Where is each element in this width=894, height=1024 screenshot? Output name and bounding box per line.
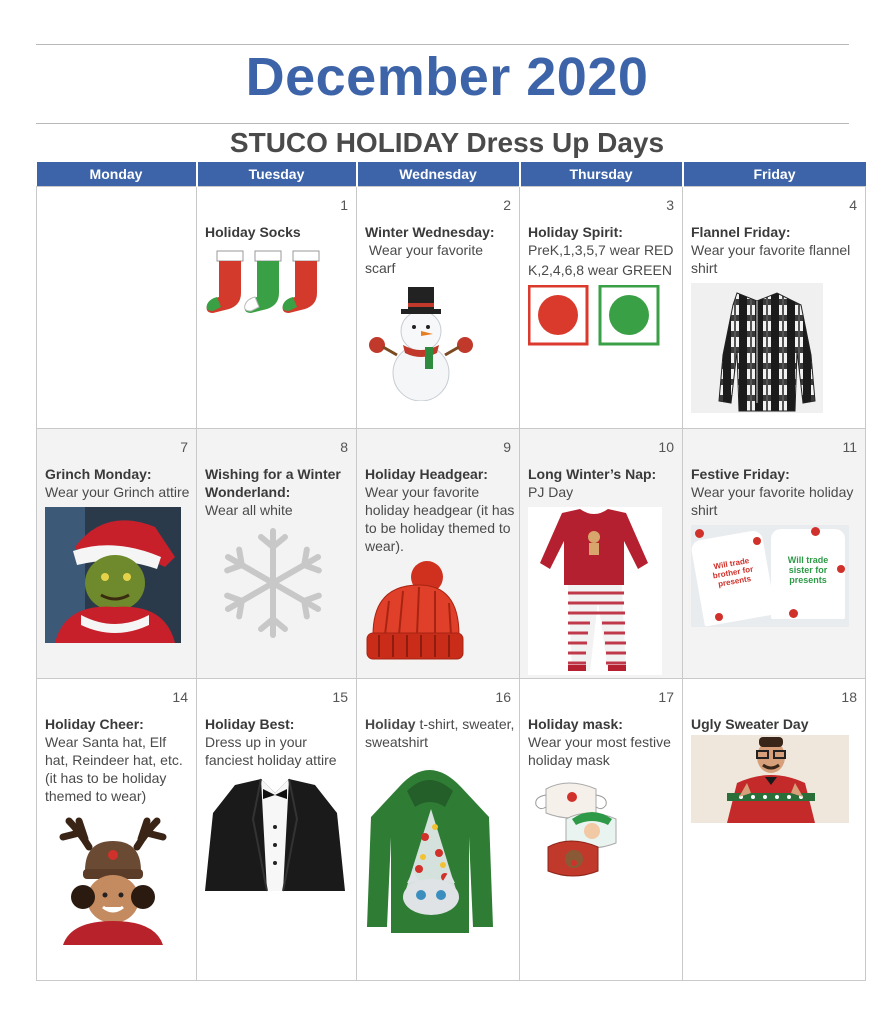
day-description: Wear your favorite holiday headgear (it has to be holiday themed to wear).	[365, 484, 515, 554]
date-number: 4	[849, 197, 857, 213]
day-cell	[357, 187, 520, 429]
week-row	[37, 429, 866, 679]
top-rule	[36, 44, 849, 45]
grinch-photo	[45, 507, 181, 643]
day-description: PJ Day	[528, 484, 574, 500]
day-description: Wear your most festive holiday mask	[528, 734, 671, 768]
day-cell	[520, 429, 683, 679]
weekday-header-row	[37, 162, 866, 187]
day-title: Holiday Cheer:	[45, 716, 144, 732]
day-title: Grinch Monday:	[45, 466, 152, 482]
weekday-header: Friday	[683, 162, 866, 187]
date-number: 7	[180, 439, 188, 455]
date-number: 11	[842, 439, 857, 455]
day-cell-empty	[37, 187, 197, 429]
day-title: Wishing for a Winter Wonderland:	[205, 466, 341, 500]
day-description: Wear your favorite flannel shirt	[691, 242, 851, 276]
week-row	[37, 187, 866, 429]
date-number: 8	[340, 439, 348, 455]
day-cell	[197, 429, 357, 679]
reindeer-hat-photo	[45, 811, 181, 945]
day-title: Holiday Spirit:	[528, 224, 623, 240]
day-description: Wear your Grinch attire	[45, 484, 190, 500]
day-title: Holiday Socks	[205, 224, 301, 240]
tuxedo-icon	[205, 775, 345, 895]
red-green-circles-icon	[528, 285, 668, 347]
beanie-icon	[365, 561, 465, 665]
day-title: Flannel Friday:	[691, 224, 791, 240]
ugly-sweater-photo	[691, 735, 849, 823]
day-cell	[520, 187, 683, 429]
date-number: 3	[666, 197, 674, 213]
day-cell	[357, 429, 520, 679]
date-number: 15	[332, 689, 348, 705]
day-title: Holiday Best:	[205, 716, 295, 732]
weekday-header: Monday	[37, 162, 197, 187]
day-title-bold: Holiday	[365, 716, 416, 732]
date-number: 1	[340, 197, 348, 213]
day-description-2: K,2,4,6,8 wear GREEN	[528, 262, 672, 278]
date-number: 18	[841, 689, 857, 705]
pajamas-icon	[528, 507, 662, 675]
day-description: Wear all white	[205, 502, 293, 518]
shirt-text-2: Will trade sister for presents	[787, 555, 829, 585]
day-cell	[520, 679, 683, 981]
flannel-shirt-icon	[691, 283, 823, 413]
weekday-header: Tuesday	[197, 162, 357, 187]
masks-icon	[528, 775, 648, 879]
day-cell	[197, 187, 357, 429]
day-title: Long Winter’s Nap:	[528, 466, 657, 482]
day-title: Ugly Sweater Day	[691, 716, 809, 732]
day-description: Wear your favorite holiday shirt	[691, 484, 854, 518]
date-number: 17	[658, 689, 674, 705]
day-cell	[683, 429, 866, 679]
day-cell	[37, 429, 197, 679]
calendar-table	[36, 162, 866, 981]
day-description: Wear your favorite scarf	[365, 242, 487, 276]
title-rule	[36, 123, 849, 124]
day-title-rest: t-shirt, sweater, sweatshirt	[365, 716, 515, 750]
holiday-shirts-photo	[691, 525, 849, 627]
day-cell	[197, 679, 357, 981]
date-number: 16	[495, 689, 511, 705]
shirt-text-1: Will trade brother for presents	[712, 556, 754, 589]
day-description: Dress up in your fanciest holiday attire	[205, 734, 337, 768]
day-cell	[357, 679, 520, 981]
stockings-icon	[205, 247, 329, 325]
day-cell	[683, 187, 866, 429]
day-description: PreK,1,3,5,7 wear RED	[528, 242, 674, 258]
date-number: 9	[503, 439, 511, 455]
date-number: 2	[503, 197, 511, 213]
day-cell	[37, 679, 197, 981]
snowflake-icon	[205, 525, 341, 645]
day-cell	[683, 679, 866, 981]
week-row	[37, 679, 866, 981]
day-title: Winter Wednesday:	[365, 224, 495, 240]
date-number: 14	[172, 689, 188, 705]
weekday-header: Wednesday	[357, 162, 520, 187]
page-subtitle: STUCO HOLIDAY Dress Up Days	[229, 127, 665, 158]
date-number: 10	[658, 439, 674, 455]
weekday-header: Thursday	[520, 162, 683, 187]
day-title: Holiday mask:	[528, 716, 623, 732]
snowman-icon	[365, 283, 477, 401]
day-title: Festive Friday:	[691, 466, 790, 482]
day-description: Wear Santa hat, Elf hat, Reindeer hat, etc. (it has to be holiday themed to wear)	[45, 734, 183, 804]
cat-hoodie-icon	[365, 757, 495, 937]
page-title: December 2020	[245, 47, 649, 107]
day-title	[365, 715, 515, 751]
day-title: Holiday Headgear:	[365, 466, 488, 482]
